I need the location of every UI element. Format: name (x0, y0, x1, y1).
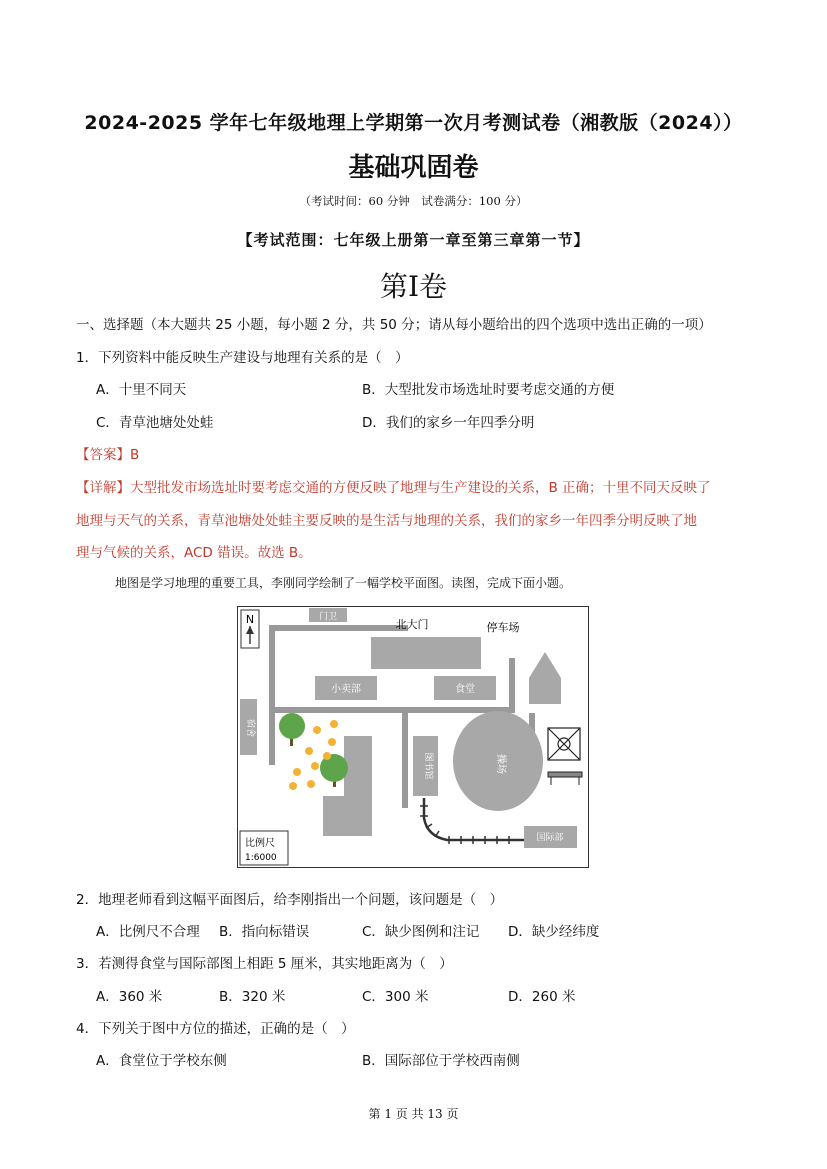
main-building-wing (323, 796, 372, 836)
parking-label: 停车场 (486, 621, 520, 634)
q1-explain-2: 地理与天气的关系，青草池塘处处蛙主要反映的是生活与地理的关系，我们的家乡一年四季分明反映了地 (76, 513, 697, 529)
section-heading: 一、选择题（本大题共 25 小题，每小题 2 分，共 50 分；请从每小题给出的四个选项中选出正确的一项） (76, 317, 712, 333)
q3-stem: 3．若测得食堂与国际部图上相距 5 厘米，其实地距离为（ ） (76, 956, 453, 972)
explain-text-1: 大型批发市场选址时要考虑交通的方便反映了地理与生产建设的关系，B 正确；十里不同天反映了 (130, 480, 711, 496)
q3-option-a: A．360 米 (96, 989, 163, 1005)
q1-explain-1 (76, 476, 711, 496)
page-footer: 第 1 页 共 13 页 (368, 1107, 459, 1121)
north-label: N (245, 613, 255, 626)
canteen-label: 食堂 (455, 684, 475, 695)
q1-stem: 1．下列资料中能反映生产建设与地理有关系的是（ ） (76, 350, 409, 366)
exam-meta: （考试时间：60 分钟 试卷满分：100 分） (299, 194, 528, 208)
field-label: 操场 (495, 754, 506, 774)
west-label: 宿舍 (245, 718, 255, 738)
teaching-building (371, 637, 481, 669)
q1-explain-3: 理与气候的关系，ACD 错误。故选 B。 (76, 545, 312, 561)
answer-value: B (130, 447, 140, 463)
q4-option-b: B．国际部位于学校西南侧 (362, 1053, 520, 1069)
small-building-label: 小卖部 (331, 684, 361, 695)
q1-answer (76, 443, 139, 463)
intl-dept-label: 国际部 (536, 833, 564, 843)
gate-house-label: 门卫 (318, 612, 338, 622)
map-intro: 地图是学习地理的重要工具，李刚同学绘制了一幅学校平面图。读图，完成下面小题。 (115, 576, 572, 590)
exam-scope: 【考试范围：七年级上册第一章至第三章第一节】 (237, 231, 590, 249)
answer-label: 【答案】 (76, 447, 130, 463)
q2-option-c: C．缺少图例和注记 (362, 924, 480, 940)
exam-subtitle: 基础巩固卷 (348, 153, 479, 183)
explain-label: 【详解】 (76, 480, 130, 496)
q2-option-b: B．指向标错误 (219, 924, 310, 940)
scale-value: 1:6000 (245, 853, 277, 863)
q2-option-a: A．比例尺不合理 (96, 924, 200, 940)
q3-option-d: D．260 米 (508, 989, 576, 1005)
north-gate-label: 北大门 (395, 618, 429, 631)
q1-option-c: C．青草池塘处处蛙 (96, 415, 214, 431)
q4-option-a: A．食堂位于学校东侧 (96, 1053, 227, 1069)
q1-option-b: B．大型批发市场选址时要考虑交通的方便 (362, 382, 615, 398)
volume-heading: 第I卷 (379, 270, 448, 303)
q2-stem: 2．地理老师看到这幅平面图后，给李刚指出一个问题，该问题是（ ） (76, 892, 504, 908)
q1-option-d: D．我们的家乡一年四季分明 (362, 415, 535, 431)
q3-option-c: C．300 米 (362, 989, 429, 1005)
q2-option-d: D．缺少经纬度 (508, 924, 600, 940)
library-label: 图书馆 (423, 752, 433, 780)
scale-label: 比例尺 (245, 838, 275, 849)
q3-option-b: B．320 米 (219, 989, 286, 1005)
exam-title: 2024-2025 学年七年级地理上学期第一次月考测试卷（湘教版（2024）） (84, 112, 743, 134)
q4-stem: 4．下列关于图中方位的描述，正确的是（ ） (76, 1021, 355, 1037)
q1-option-a: A．十里不同天 (96, 382, 187, 398)
school-map (237, 606, 589, 868)
